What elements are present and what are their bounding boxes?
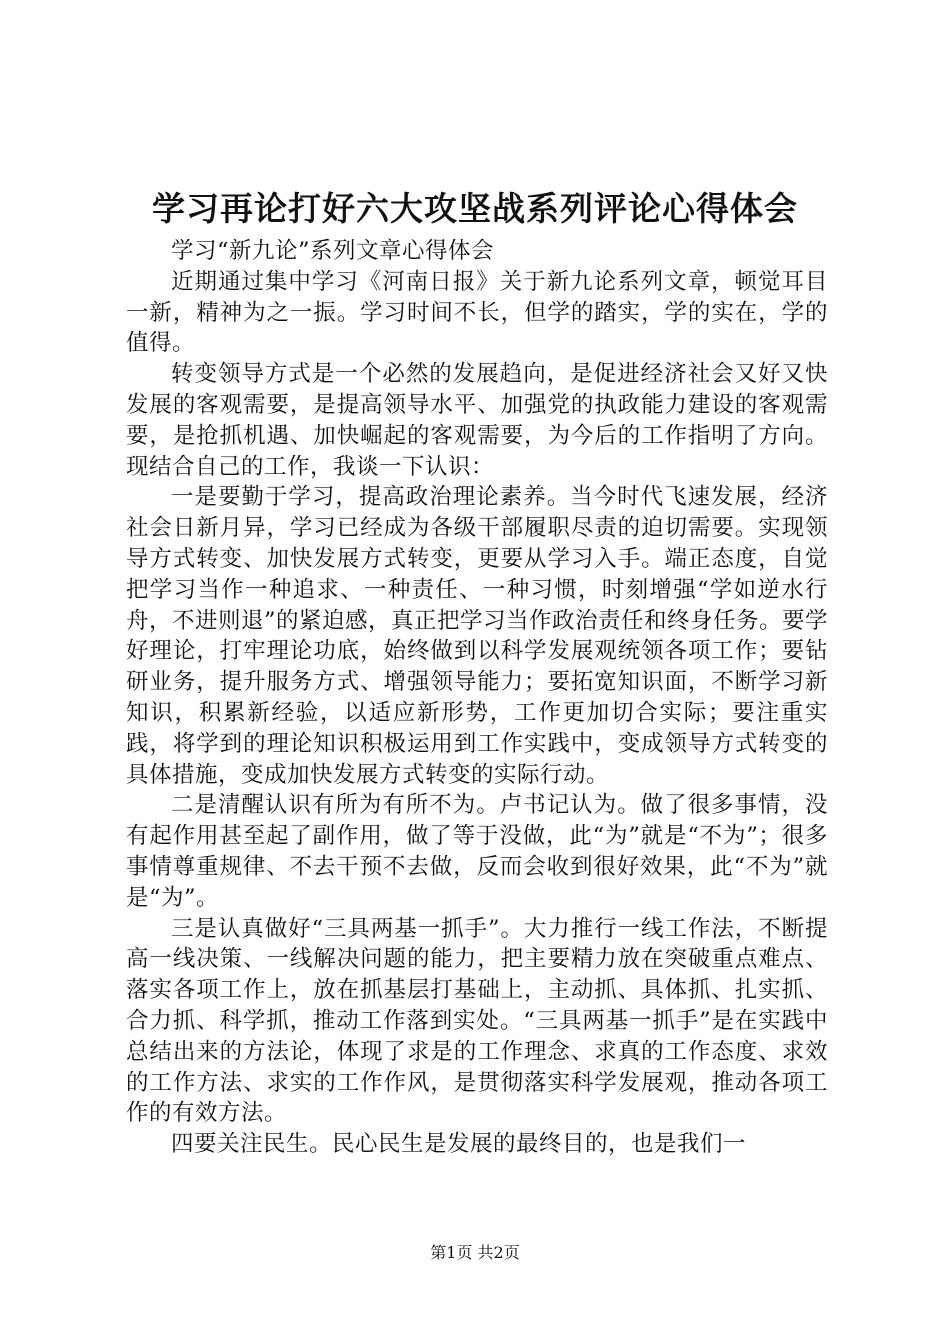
body-paragraph: 四要关注民生。民心民生是发展的最终目的，也是我们一 xyxy=(171,1131,747,1158)
document-body xyxy=(126,236,828,1160)
body-paragraph: 三是认真做好“三具两基一抓手”。大力推行一线工作法，不断提高一线决策、一线解决问题的能力，把主要精力放在突破重点难点、落实各项工作上，放在抓基层打基础上，主动抓、具体抓、扎实抓、合力抓、科学抓，推动工作落到实处。“三具两基一抓手”是在实践中总结出来的方法论，体现了求是的工作理念、求真的工作态度、求效的工作方法、求实的工作作风，是贯彻落实科学发展观，推动各项工作的有效方法。 xyxy=(126,915,828,1127)
subtitle-paragraph: 学习“新九论”系列文章心得体会 xyxy=(171,238,495,264)
document-title: 学习再论打好六大攻坚战系列评论心得体会 xyxy=(152,189,798,228)
body-paragraph: 一是要勤于学习，提高政治理论素养。当今时代飞速发展，经济社会日新月异，学习已经成为各级干部履职尽责的迫切需要。实现领导方式转变、加快发展方式转变，更要从学习入手。端正态度，自觉把学习当作一种追求、一种责任、一种习惯，时刻增强“学如逆水行舟，不进则退”的紧迫感，真正把学习当作政治责任和终身任务。要学好理论，打牢理论功底，始终做到以科学发展观统领各项工作；要钻研业务，提升服务方式、增强领导能力；要拓宽知识面，不断学习新知识，积累新经验，以适应新形势，工作更加切合实际；要注重实践，将学到的理论知识积极运用到工作实践中，变成领导方式转变的具体措施，变成加快发展方式转变的实际行动。 xyxy=(126,484,829,788)
page-footer: 第1页 共2页 xyxy=(430,1243,520,1262)
body-paragraph: 近期通过集中学习《河南日报》关于新九论系列文章，顿觉耳目一新，精神为之一振。学习时间不长，但学的踏实，学的实在，学的值得。 xyxy=(126,268,828,357)
body-paragraph: 二是清醒认识有所为有所不为。卢书记认为。做了很多事情，没有起作用甚至起了副作用，做了等于没做，此“为”就是“不为”；很多事情尊重规律、不去干预不去做，反而会收到很好效果，此“不为”就是“为”。 xyxy=(126,792,828,911)
body-paragraph: 转变领导方式是一个必然的发展趋向，是促进经济社会又好又快发展的客观需要，是提高领导水平、加强党的执政能力建设的客观需要，是抢抓机遇、加快崛起的客观需要，为今后的工作指明了方向。现结合自己的工作，我谈一下认识： xyxy=(126,361,828,480)
